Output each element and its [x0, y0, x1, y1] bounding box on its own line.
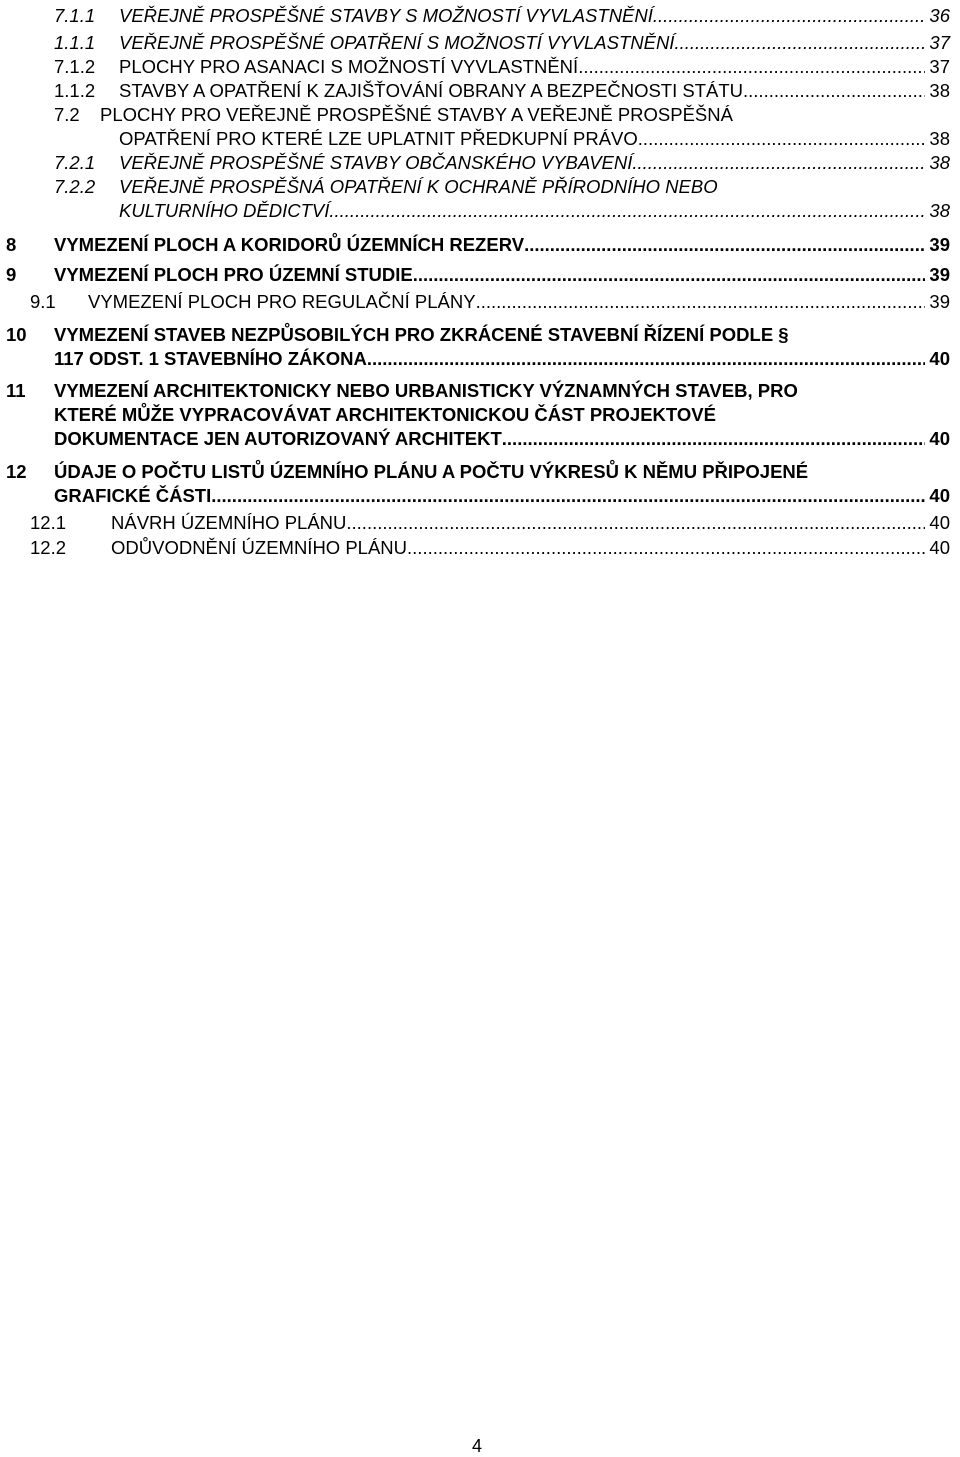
toc-entry-title-cont: GRAFICKÉ ČÁSTI	[54, 485, 212, 506]
toc-page-number: 40	[929, 428, 950, 449]
toc-entry-leader	[54, 263, 950, 287]
toc-page-number: 38	[929, 152, 950, 173]
toc-entry-number: 8	[6, 234, 17, 255]
toc-entry-title: VYMEZENÍ STAVEB NEZPŮSOBILÝCH PRO ZKRÁCENÉ STAVEBNÍ ŘÍZENÍ PODLE §	[54, 324, 789, 345]
toc-entry-number: 7.2.2	[54, 176, 96, 197]
toc-page-number: 38	[929, 80, 950, 101]
toc-entry-number: 10	[6, 324, 27, 345]
toc-page-number: 37	[929, 32, 950, 53]
toc-entry-title-cont: OPATŘENÍ PRO KTERÉ LZE UPLATNIT PŘEDKUPNÍ PRÁVO	[119, 128, 638, 149]
toc-page-number: 38	[929, 200, 950, 221]
toc-entry-title: ÚDAJE O POČTU LISTŮ ÚZEMNÍHO PLÁNU A POČTU VÝKRESŮ K NĚMU PŘIPOJENÉ	[54, 461, 809, 482]
page-number: 4	[472, 1436, 483, 1456]
toc-entry-number: 12	[6, 461, 27, 482]
toc-page-number: 39	[929, 264, 950, 285]
toc-entry-title: VYMEZENÍ ARCHITEKTONICKY NEBO URBANISTICKY VÝZNAMNÝCH STAVEB, PRO	[54, 380, 798, 401]
toc-entry-number: 7.1.2	[54, 56, 96, 77]
toc-entry-title: VEŘEJNĚ PROSPĚŠNÁ OPATŘENÍ K OCHRANĚ PŘÍRODNÍHO NEBO	[119, 176, 718, 197]
toc-entry-number: 11	[6, 380, 26, 401]
toc-entry-leader	[111, 536, 950, 560]
toc-entry-number: 7.2.1	[54, 152, 96, 173]
toc-entry-title: ODŮVODNĚNÍ ÚZEMNÍHO PLÁNU	[111, 537, 408, 558]
toc-entry-number: 7.1.1	[54, 5, 96, 26]
toc-entry-number: 9	[6, 264, 17, 285]
toc-entry-number: 1.1.1	[54, 32, 96, 53]
toc-entry-number: 12.1	[30, 512, 67, 533]
toc-entry-title-cont: DOKUMENTACE JEN AUTORIZOVANÝ ARCHITEKT	[54, 428, 502, 449]
toc-entry-title: VYMEZENÍ PLOCH PRO REGULAČNÍ PLÁNY	[88, 291, 476, 312]
toc-page-number: 39	[929, 291, 950, 312]
toc-entry-title: PLOCHY PRO VEŘEJNĚ PROSPĚŠNÉ STAVBY A VEŘEJNĚ PROSPĚŠNÁ	[100, 104, 733, 125]
toc-entry-title: PLOCHY PRO ASANACI S MOŽNOSTÍ VYVLASTNĚNÍ	[119, 56, 579, 77]
toc-entry-leader	[119, 55, 950, 79]
toc-page-number: 38	[929, 128, 950, 149]
toc-entry-title: VEŘEJNĚ PROSPĚŠNÉ STAVBY S MOŽNOSTÍ VYVLASTNĚNÍ	[119, 5, 653, 26]
toc-entry-leader	[119, 127, 950, 151]
toc-entry-leader	[54, 427, 950, 451]
toc-entry-leader	[119, 199, 950, 223]
toc-entry-number: 1.1.2	[54, 80, 96, 101]
toc-entry-title: VYMEZENÍ PLOCH PRO ÚZEMNÍ STUDIE	[54, 264, 413, 285]
toc-entry-leader	[119, 31, 950, 55]
toc-entry-leader	[54, 233, 950, 257]
toc-page-number: 40	[929, 512, 950, 533]
toc-page-number: 37	[929, 56, 950, 77]
toc-entry-title: STAVBY A OPATŘENÍ K ZAJIŠŤOVÁNÍ OBRANY A BEZPEČNOSTI STÁTU	[119, 80, 744, 101]
toc-page-number: 40	[929, 348, 950, 369]
toc-entry-title: NÁVRH ÚZEMNÍHO PLÁNU	[111, 512, 347, 533]
toc-entry-leader	[54, 484, 950, 508]
toc-entry-leader	[111, 511, 950, 535]
toc-entry-title-cont: KULTURNÍHO DĚDICTVÍ	[119, 200, 330, 221]
toc-entry-title: VYMEZENÍ PLOCH A KORIDORŮ ÚZEMNÍCH REZERV	[54, 234, 525, 255]
toc-page-number: 40	[929, 485, 950, 506]
toc-page-number: 36	[929, 5, 950, 26]
toc-entry-title: VEŘEJNĚ PROSPĚŠNÉ OPATŘENÍ S MOŽNOSTÍ VYVLASTNĚNÍ	[119, 32, 675, 53]
toc-entry-title-cont: 117 ODST. 1 STAVEBNÍHO ZÁKONA	[54, 348, 367, 369]
toc-entry-title-cont: KTERÉ MŮŽE VYPRACOVÁVAT ARCHITEKTONICKOU ČÁST PROJEKTOVÉ	[54, 404, 716, 425]
toc-entry-leader	[88, 290, 950, 314]
toc-entry-leader	[119, 151, 950, 175]
toc-page-number: 39	[929, 234, 950, 255]
toc-entry-number: 12.2	[30, 537, 67, 558]
toc-entry-number: 9.1	[30, 291, 56, 312]
toc-entry-leader	[119, 79, 950, 103]
toc-entry-leader	[54, 347, 950, 371]
toc-entry-title: VEŘEJNĚ PROSPĚŠNÉ STAVBY OBČANSKÉHO VYBAVENÍ	[119, 152, 633, 173]
toc-entry-number: 7.2	[54, 104, 80, 125]
toc-page-number: 40	[929, 537, 950, 558]
toc-entry-leader	[119, 4, 950, 28]
